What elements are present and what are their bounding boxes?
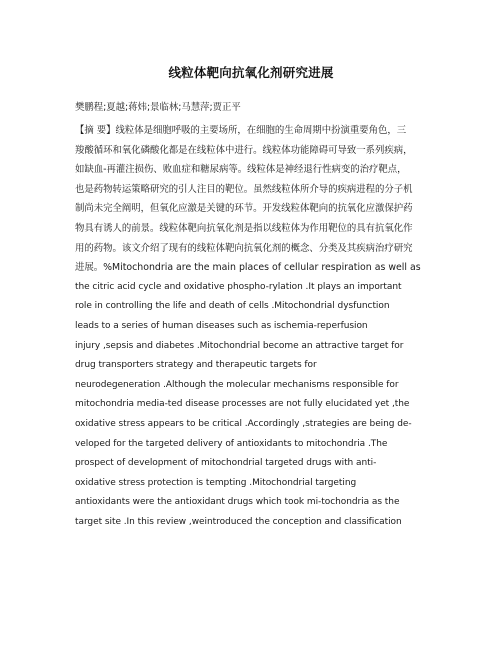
author-list: 樊鹏程;夏越;蒋炜;景临林;马慧萍;贾正平 xyxy=(75,102,241,113)
abstract-line: oxidative stress protection is tempting .Mitochondrial targeting xyxy=(75,477,357,488)
abstract-line: 进展。%Mitochondria are the main places of cellular respiration as well as xyxy=(75,262,421,274)
abstract-line: the citric acid cycle and oxidative phospho-rylation .It plays an important xyxy=(75,281,402,292)
abstract-line: 制尚未完全阐明，但氧化应激是关键的环节。开发线粒体靶向的抗氧化应激保护药 xyxy=(75,203,413,215)
abstract-line: antioxidants were the antioxidant drugs which took mi-tochondria as the xyxy=(75,497,400,508)
document-title: 线粒体靶向抗氧化剂研究进展 xyxy=(168,65,334,80)
abstract-line: prospect of development of mitochondrial targeted drugs with anti- xyxy=(75,458,377,469)
abstract-line: oxidative stress appears to be critical .Accordingly ,strategies are being de- xyxy=(75,418,412,429)
abstract-line: role in controlling the life and death of cells .Mitochondrial dysfunction xyxy=(75,301,390,312)
abstract-line: 也是药物转运策略研究的引人注目的靶位。虽然线粒体所介导的疾病进程的分子机 xyxy=(75,183,413,195)
abstract-text xyxy=(75,121,447,532)
abstract-line: neurodegeneration .Although the molecular mechanisms responsible for xyxy=(75,379,399,390)
abstract-line: mitochondria media-ted disease processes are not fully elucidated yet ,the xyxy=(75,399,410,410)
abstract-line: 物具有诱人的前景。线粒体靶向抗氧化剂是指以线粒体为作用靶位的具有抗氧化作 xyxy=(75,222,413,234)
abstract-line: veloped for the targeted delivery of antioxidants to mitochondria .The xyxy=(75,438,388,449)
abstract-line: leads to a series of human diseases such as ischemia-reperfusion xyxy=(75,320,368,331)
abstract-line: 用的药物。该文介绍了现有的线粒体靶向抗氧化剂的概念、分类及其疾病治疗研究 xyxy=(75,242,413,254)
abstract-line: 【摘 要】线粒体是细胞呼吸的主要场所，在细胞的生命周期中扮演重要角色，三 xyxy=(75,125,407,136)
abstract-line: target site .In this review ,weintroduced the conception and classification xyxy=(75,516,402,527)
abstract-line: 羧酸循环和氧化磷酸化都是在线粒体中进行。线粒体功能障碍可导致一系列疾病， xyxy=(75,144,413,156)
abstract-line: injury ,sepsis and diabetes .Mitochondrial become an attractive target for xyxy=(75,340,404,351)
abstract-line: drug transporters strategy and therapeutic targets for xyxy=(75,360,317,371)
abstract-line: 如缺血-再灌注损伤、败血症和糖尿病等。线粒体是神经退行性病变的治疗靶点， xyxy=(75,164,407,176)
